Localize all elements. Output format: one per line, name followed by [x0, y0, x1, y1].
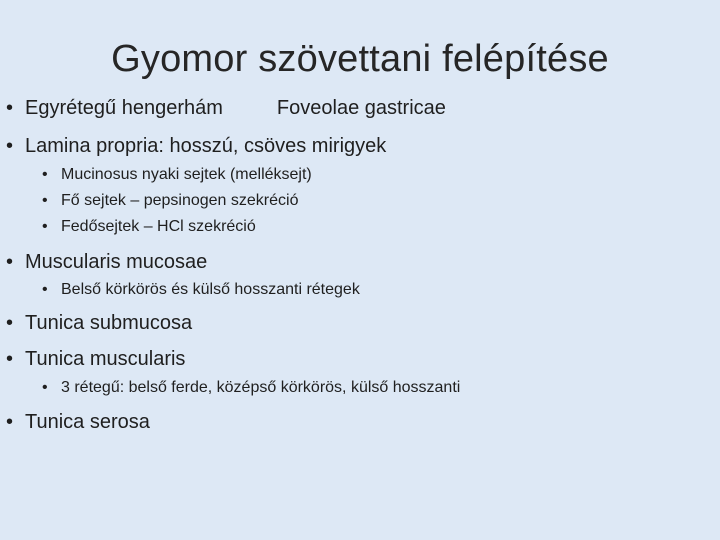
bullet-text: Fő sejtek – pepsinogen szekréció	[61, 192, 299, 209]
sub-bullet-item-2	[42, 191, 298, 211]
bullet-text: 3 rétegű: belső ferde, középső körkörös, külső hosszanti	[61, 379, 461, 396]
sub-bullet-item-5	[42, 378, 460, 398]
bullet-icon: •	[6, 411, 14, 433]
bullet-text: Muscularis mucosae	[25, 251, 208, 273]
bullet-icon: •	[42, 379, 48, 396]
sub-bullet-item-4	[42, 280, 360, 300]
bullet-text: Tunica muscularis	[25, 348, 186, 370]
bullet-item-5	[6, 347, 185, 371]
bullet-icon: •	[6, 348, 14, 370]
bullet-text: Tunica submucosa	[25, 312, 193, 334]
bullet-text: Mucinosus nyaki sejtek (melléksejt)	[61, 166, 312, 183]
bullet-text: Fedősejtek – HCl szekréció	[61, 218, 256, 235]
bullet-extra-text: Foveolae gastricae	[276, 97, 446, 119]
bullet-icon: •	[6, 97, 14, 119]
bullet-item-3	[6, 250, 207, 274]
bullet-icon: •	[42, 166, 48, 183]
bullet-icon: •	[42, 281, 48, 298]
bullet-item-2	[6, 134, 386, 158]
bullet-text: Lamina propria: hosszú, csöves mirigyek	[25, 135, 387, 157]
bullet-icon: •	[6, 251, 14, 273]
sub-bullet-item-3	[42, 217, 256, 237]
bullet-item-4	[6, 311, 192, 335]
bullet-icon: •	[42, 218, 48, 235]
bullet-item-6	[6, 410, 150, 434]
bullet-icon: •	[6, 312, 14, 334]
bullet-text: Belső körkörös és külső hosszanti rétegek	[61, 281, 360, 298]
bullet-text: Egyrétegű hengerhám	[25, 97, 223, 119]
bullet-text: Tunica serosa	[25, 411, 150, 433]
bullet-item-1	[6, 96, 446, 120]
bullet-icon: •	[42, 192, 48, 209]
slide-title: Gyomor szövettani felépítése	[111, 38, 609, 80]
sub-bullet-item-1	[42, 165, 312, 185]
bullet-icon: •	[6, 135, 14, 157]
